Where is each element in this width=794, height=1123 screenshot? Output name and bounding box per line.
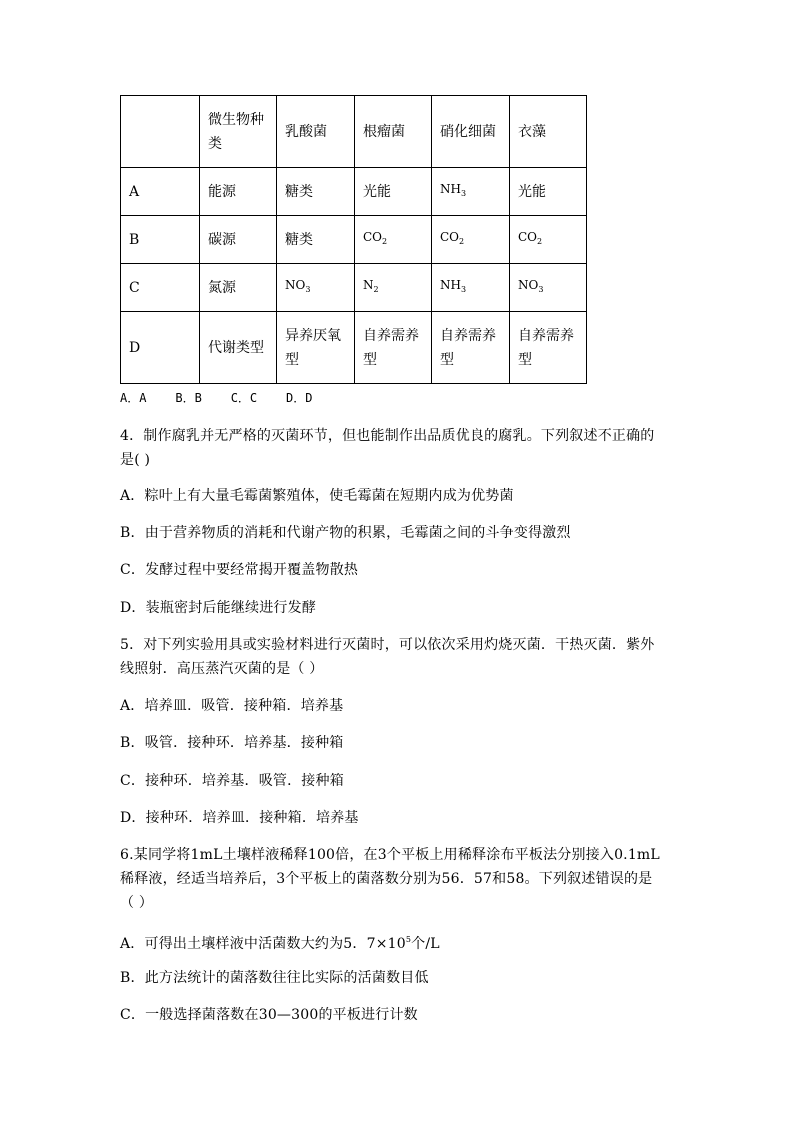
table-cell [510, 264, 587, 312]
table-cell: 糖类 [277, 216, 355, 264]
table-header-cell: 根瘤菌 [355, 96, 432, 168]
table-cell [432, 216, 510, 264]
formula-base: CO [518, 230, 538, 244]
q6-option-c: C．一般选择菌落数在30—300的平板进行计数 [120, 1007, 418, 1023]
table-header-cell: 乳酸菌 [277, 96, 355, 168]
formula-subscript: 3 [460, 285, 467, 294]
q4-stem-cont: 是( ) [120, 452, 151, 468]
table-cell: 异养厌氧型 [277, 312, 355, 384]
formula-subscript: 2 [459, 237, 465, 246]
formula-subscript: 3 [460, 189, 467, 198]
row-name: 碳源 [200, 216, 277, 264]
row-label: C [121, 264, 200, 312]
formula-base: NO [518, 278, 539, 292]
table-header-cell: 衣藻 [510, 96, 587, 168]
q5-option-b: B．吸管．接种环．培养基．接种箱 [120, 735, 344, 751]
row-name: 代谢类型 [200, 312, 277, 384]
exponent: 5 [405, 935, 412, 944]
q4-option-b: B．由于营养物质的消耗和代谢产物的积累，毛霉菌之间的斗争变得激烈 [120, 525, 571, 541]
q6-stem-cont: （ ） [120, 895, 154, 911]
formula-base: NH [440, 278, 461, 292]
table-cell: 自养需养型 [432, 312, 510, 384]
formula-base: NO [285, 278, 306, 292]
table-cell [355, 216, 432, 264]
q5-stem-cont: 线照射．高压蒸汽灭菌的是（ ） [120, 661, 324, 677]
table-cell [277, 264, 355, 312]
table-row [121, 312, 587, 384]
table-cell [432, 168, 510, 216]
q6-option-b: B．此方法统计的菌落数往往比实际的活菌数目低 [120, 970, 429, 986]
q4-stem: 4．制作腐乳并无严格的灭菌环节，但也能制作出品质优良的腐乳。下列叙述不正确的 [120, 428, 655, 444]
q6-stem: 6.某同学将1mL土壤样液稀释100倍，在3个平板上用稀释涂布平板法分别接入0.1mL [120, 847, 660, 863]
row-label: A [121, 168, 200, 216]
q4-option-d: D．装瓶密封后能继续进行发酵 [120, 600, 317, 616]
table-cell: 自养需养型 [510, 312, 587, 384]
table-header-row [121, 96, 587, 168]
table-cell: 糖类 [277, 168, 355, 216]
table-header-cell: 硝化细菌 [432, 96, 510, 168]
table-cell [121, 96, 200, 168]
row-name: 氮源 [200, 264, 277, 312]
row-name: 能源 [200, 168, 277, 216]
q6-stem-cont: 稀释液，经适当培养后，3个平板上的菌落数分别为56．57和58。下列叙述错误的是 [120, 871, 653, 887]
table-header-cell: 微生物种类 [200, 96, 277, 168]
table-cell: 自养需养型 [355, 312, 432, 384]
table-cell: 光能 [510, 168, 587, 216]
formula-base: CO [363, 230, 383, 244]
formula-base: CO [440, 230, 460, 244]
row-label: B [121, 216, 200, 264]
formula-base: NH [440, 182, 461, 196]
q5-stem: 5．对下列实验用具或实验材料进行灭菌时，可以依次采用灼烧灭菌．干热灭菌．紫外 [120, 637, 655, 653]
q6-option-a [120, 928, 680, 956]
q6-option-a-unit: 个/L [411, 936, 440, 952]
table-cell [355, 264, 432, 312]
table-row [121, 168, 587, 216]
table-row [121, 264, 587, 312]
table-row [121, 216, 587, 264]
formula-subscript: 3 [305, 285, 311, 294]
formula-base: N [363, 278, 374, 292]
table-cell [510, 216, 587, 264]
q5-option-a: A．培养皿．吸管．接种箱．培养基 [120, 698, 344, 714]
microbe-table [120, 95, 587, 384]
formula-subscript: 2 [373, 285, 379, 294]
formula-subscript: 2 [382, 237, 388, 246]
q6-option-a-text: A．可得出土壤样液中活菌数大约为5．7×10 [120, 936, 406, 952]
row-label: D [121, 312, 200, 384]
q4-option-a: A．粽叶上有大量毛霉菌繁殖体，使毛霉菌在短期内成为优势菌 [120, 488, 514, 504]
table-cell [432, 264, 510, 312]
q3-options: A．A B．B C．C D．D [120, 391, 313, 405]
formula-subscript: 2 [537, 237, 543, 246]
q5-option-d: D．接种环．培养皿．接种箱．培养基 [120, 810, 359, 826]
q4-option-c: C．发酵过程中要经常揭开覆盖物散热 [120, 562, 359, 578]
formula-subscript: 3 [538, 285, 544, 294]
table-cell: 光能 [355, 168, 432, 216]
q5-option-c: C．接种环．培养基．吸管．接种箱 [120, 773, 344, 789]
